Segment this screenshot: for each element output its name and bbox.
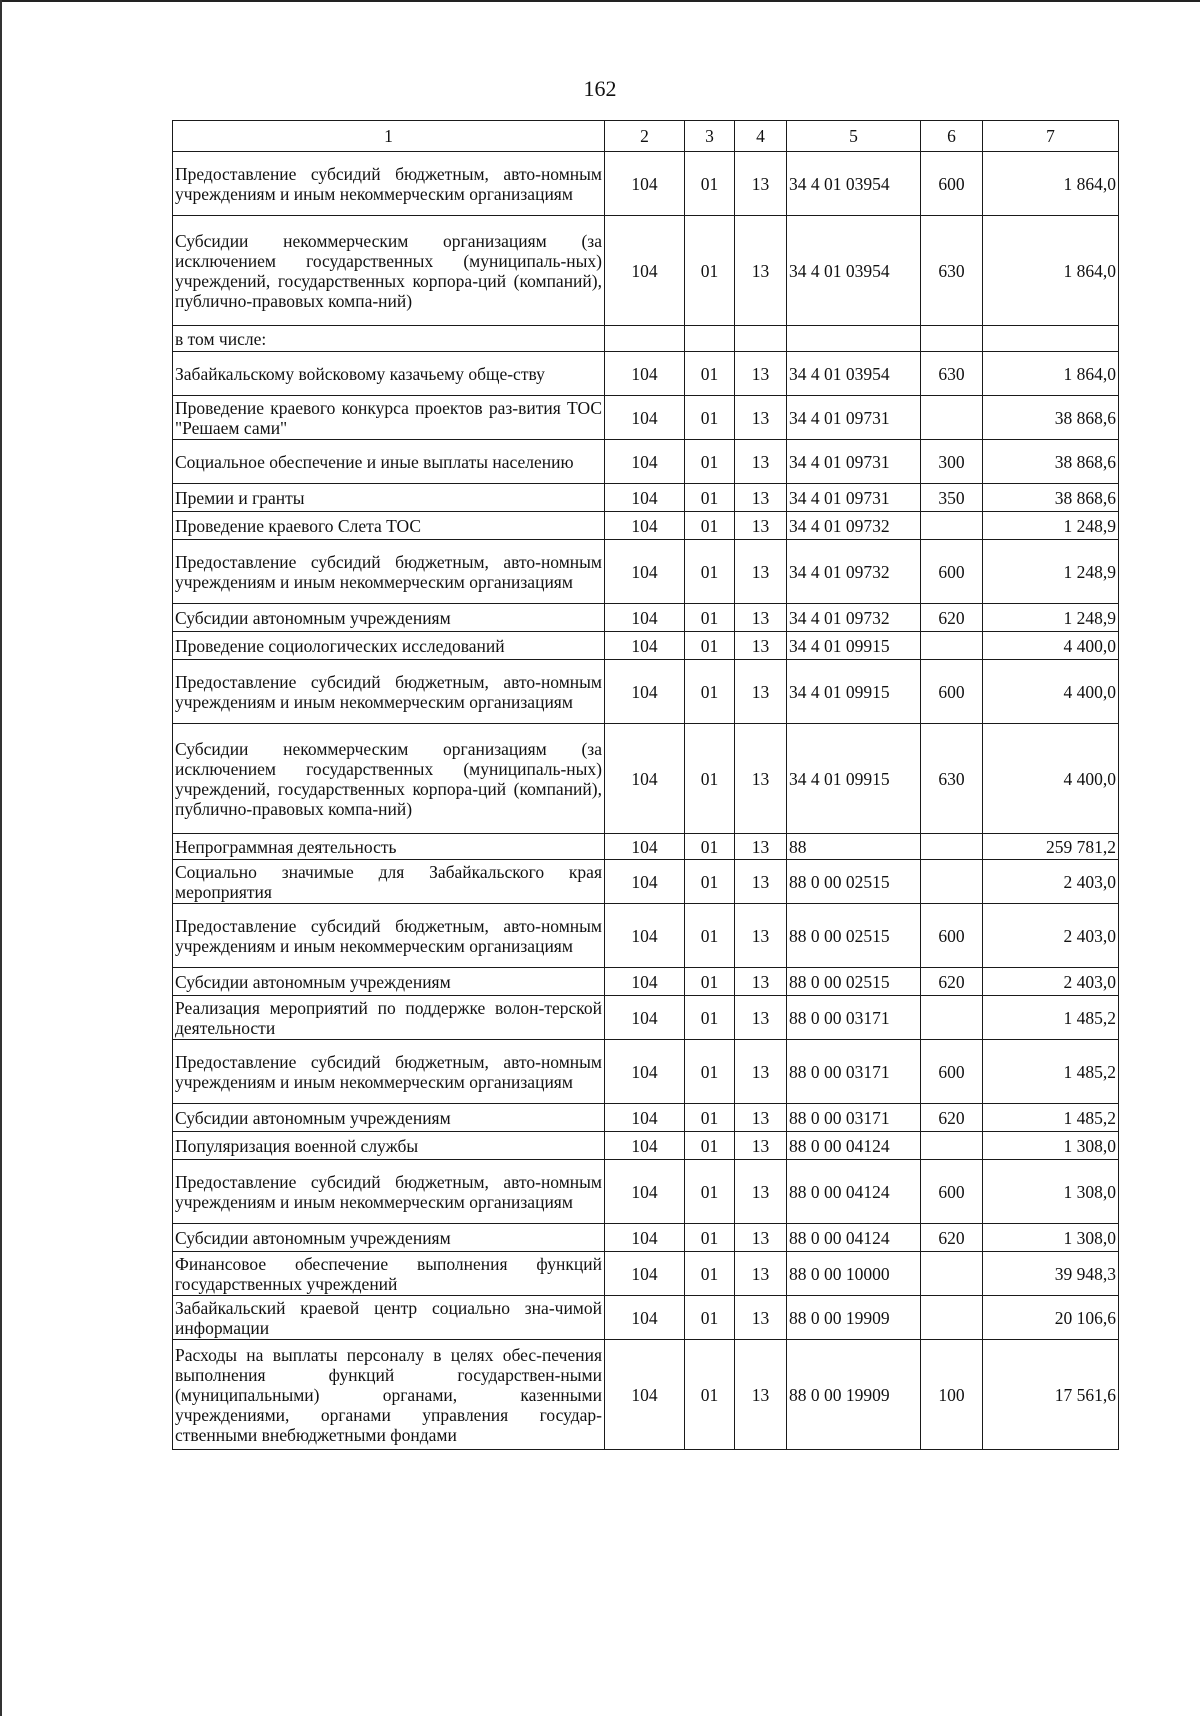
row-subsection-code: 13 bbox=[735, 724, 787, 834]
row-amount: 38 868,6 bbox=[983, 396, 1119, 440]
row-target-article: 88 0 00 02515 bbox=[787, 968, 921, 996]
table-row bbox=[173, 1104, 1119, 1132]
table-row bbox=[173, 216, 1119, 326]
row-description: Расходы на выплаты персоналу в целях обес-печения выполнения функций государствен-ными (муниципальными) органами, казенными учреждениями, органами управления государ-ственными внебюджетными фондами bbox=[173, 1340, 605, 1450]
row-amount: 17 561,6 bbox=[983, 1340, 1119, 1450]
row-target-article: 34 4 01 09915 bbox=[787, 660, 921, 724]
row-subsection-code: 13 bbox=[735, 968, 787, 996]
row-ministry-code: 104 bbox=[605, 352, 685, 396]
row-target-article: 88 0 00 02515 bbox=[787, 860, 921, 904]
table-row bbox=[173, 1340, 1119, 1450]
row-ministry-code: 104 bbox=[605, 834, 685, 860]
row-description: Предоставление субсидий бюджетным, авто-номным учреждениям и иным некоммерческим организациям bbox=[173, 1160, 605, 1224]
budget-table bbox=[172, 120, 1119, 1450]
row-target-article: 88 0 00 04124 bbox=[787, 1132, 921, 1160]
row-section-code: 01 bbox=[685, 540, 735, 604]
row-section-code bbox=[685, 326, 735, 352]
row-expense-type bbox=[921, 1132, 983, 1160]
row-ministry-code: 104 bbox=[605, 632, 685, 660]
row-subsection-code: 13 bbox=[735, 1132, 787, 1160]
row-subsection-code: 13 bbox=[735, 996, 787, 1040]
row-ministry-code: 104 bbox=[605, 604, 685, 632]
column-header-6: 6 bbox=[921, 121, 983, 152]
row-subsection-code: 13 bbox=[735, 1224, 787, 1252]
row-ministry-code bbox=[605, 326, 685, 352]
row-target-article: 88 0 00 03171 bbox=[787, 1104, 921, 1132]
row-target-article: 88 0 00 19909 bbox=[787, 1296, 921, 1340]
row-description: Предоставление субсидий бюджетным, авто-номным учреждениям и иным некоммерческим организациям bbox=[173, 660, 605, 724]
row-expense-type bbox=[921, 996, 983, 1040]
row-expense-type: 600 bbox=[921, 1040, 983, 1104]
row-description: Забайкальский краевой центр социально зна-чимой информации bbox=[173, 1296, 605, 1340]
column-header-2: 2 bbox=[605, 121, 685, 152]
row-description: Субсидии автономным учреждениям bbox=[173, 968, 605, 996]
row-expense-type bbox=[921, 1296, 983, 1340]
row-ministry-code: 104 bbox=[605, 216, 685, 326]
row-section-code: 01 bbox=[685, 860, 735, 904]
row-target-article: 34 4 01 09732 bbox=[787, 540, 921, 604]
row-expense-type bbox=[921, 512, 983, 540]
row-description: Премии и гранты bbox=[173, 484, 605, 512]
row-target-article: 34 4 01 03954 bbox=[787, 352, 921, 396]
row-section-code: 01 bbox=[685, 604, 735, 632]
row-amount: 1 248,9 bbox=[983, 512, 1119, 540]
row-expense-type: 620 bbox=[921, 604, 983, 632]
row-section-code: 01 bbox=[685, 1160, 735, 1224]
row-expense-type: 600 bbox=[921, 660, 983, 724]
table-row bbox=[173, 1160, 1119, 1224]
row-target-article: 34 4 01 09731 bbox=[787, 484, 921, 512]
row-amount: 1 485,2 bbox=[983, 1040, 1119, 1104]
row-subsection-code: 13 bbox=[735, 352, 787, 396]
row-subsection-code bbox=[735, 326, 787, 352]
row-section-code: 01 bbox=[685, 834, 735, 860]
row-amount: 1 864,0 bbox=[983, 216, 1119, 326]
row-subsection-code: 13 bbox=[735, 1340, 787, 1450]
row-expense-type: 630 bbox=[921, 216, 983, 326]
row-subsection-code: 13 bbox=[735, 860, 787, 904]
header-row bbox=[173, 121, 1119, 152]
row-ministry-code: 104 bbox=[605, 1252, 685, 1296]
scan-edge-top bbox=[0, 0, 1200, 2]
row-amount: 39 948,3 bbox=[983, 1252, 1119, 1296]
row-expense-type: 350 bbox=[921, 484, 983, 512]
row-expense-type: 630 bbox=[921, 724, 983, 834]
row-subsection-code: 13 bbox=[735, 152, 787, 216]
row-subsection-code: 13 bbox=[735, 1252, 787, 1296]
row-target-article: 34 4 01 09915 bbox=[787, 724, 921, 834]
row-description: Субсидии некоммерческим организациям (за исключением государственных (муниципаль-ных) учреждений, государственных корпора-ций (компаний), публично-правовых компа-ний) bbox=[173, 216, 605, 326]
row-expense-type bbox=[921, 396, 983, 440]
row-section-code: 01 bbox=[685, 1224, 735, 1252]
row-description: Субсидии автономным учреждениям bbox=[173, 1104, 605, 1132]
row-subsection-code: 13 bbox=[735, 904, 787, 968]
row-description: Реализация мероприятий по поддержке волон-терской деятельности bbox=[173, 996, 605, 1040]
row-description: Субсидии автономным учреждениям bbox=[173, 604, 605, 632]
table-row bbox=[173, 326, 1119, 352]
column-header-4: 4 bbox=[735, 121, 787, 152]
row-subsection-code: 13 bbox=[735, 540, 787, 604]
table-row bbox=[173, 396, 1119, 440]
row-target-article: 34 4 01 03954 bbox=[787, 152, 921, 216]
row-section-code: 01 bbox=[685, 724, 735, 834]
row-section-code: 01 bbox=[685, 968, 735, 996]
row-ministry-code: 104 bbox=[605, 1340, 685, 1450]
row-ministry-code: 104 bbox=[605, 1040, 685, 1104]
table-row bbox=[173, 660, 1119, 724]
row-ministry-code: 104 bbox=[605, 1160, 685, 1224]
row-description: Социальное обеспечение и иные выплаты населению bbox=[173, 440, 605, 484]
row-target-article: 34 4 01 09915 bbox=[787, 632, 921, 660]
row-amount: 1 308,0 bbox=[983, 1132, 1119, 1160]
row-target-article: 88 0 00 04124 bbox=[787, 1224, 921, 1252]
row-target-article: 88 0 00 04124 bbox=[787, 1160, 921, 1224]
table-row bbox=[173, 724, 1119, 834]
row-amount: 38 868,6 bbox=[983, 440, 1119, 484]
row-subsection-code: 13 bbox=[735, 1296, 787, 1340]
row-ministry-code: 104 bbox=[605, 996, 685, 1040]
row-description: Финансовое обеспечение выполнения функций государственных учреждений bbox=[173, 1252, 605, 1296]
row-target-article: 88 0 00 10000 bbox=[787, 1252, 921, 1296]
row-expense-type: 300 bbox=[921, 440, 983, 484]
column-header-1: 1 bbox=[173, 121, 605, 152]
row-amount: 38 868,6 bbox=[983, 484, 1119, 512]
row-amount: 1 485,2 bbox=[983, 996, 1119, 1040]
row-amount: 259 781,2 bbox=[983, 834, 1119, 860]
row-expense-type: 600 bbox=[921, 904, 983, 968]
row-section-code: 01 bbox=[685, 352, 735, 396]
row-subsection-code: 13 bbox=[735, 1040, 787, 1104]
row-subsection-code: 13 bbox=[735, 1160, 787, 1224]
table-row bbox=[173, 1040, 1119, 1104]
row-ministry-code: 104 bbox=[605, 968, 685, 996]
table-row bbox=[173, 604, 1119, 632]
row-ministry-code: 104 bbox=[605, 660, 685, 724]
row-ministry-code: 104 bbox=[605, 512, 685, 540]
row-section-code: 01 bbox=[685, 1040, 735, 1104]
row-section-code: 01 bbox=[685, 660, 735, 724]
row-expense-type: 620 bbox=[921, 1224, 983, 1252]
row-section-code: 01 bbox=[685, 1132, 735, 1160]
row-target-article: 34 4 01 03954 bbox=[787, 216, 921, 326]
row-expense-type bbox=[921, 326, 983, 352]
row-subsection-code: 13 bbox=[735, 396, 787, 440]
row-ministry-code: 104 bbox=[605, 540, 685, 604]
table-row bbox=[173, 352, 1119, 396]
row-ministry-code: 104 bbox=[605, 396, 685, 440]
row-amount: 2 403,0 bbox=[983, 904, 1119, 968]
row-section-code: 01 bbox=[685, 904, 735, 968]
row-expense-type: 600 bbox=[921, 1160, 983, 1224]
row-description: Забайкальскому войсковому казачьему обще-ству bbox=[173, 352, 605, 396]
row-target-article: 88 0 00 03171 bbox=[787, 996, 921, 1040]
row-subsection-code: 13 bbox=[735, 632, 787, 660]
column-header-7: 7 bbox=[983, 121, 1119, 152]
row-target-article: 88 0 00 02515 bbox=[787, 904, 921, 968]
row-expense-type bbox=[921, 1252, 983, 1296]
row-target-article: 34 4 01 09731 bbox=[787, 396, 921, 440]
row-target-article bbox=[787, 326, 921, 352]
row-section-code: 01 bbox=[685, 484, 735, 512]
row-target-article: 88 0 00 19909 bbox=[787, 1340, 921, 1450]
table-row bbox=[173, 512, 1119, 540]
row-section-code: 01 bbox=[685, 512, 735, 540]
row-subsection-code: 13 bbox=[735, 604, 787, 632]
row-amount bbox=[983, 326, 1119, 352]
table-row bbox=[173, 1224, 1119, 1252]
row-target-article: 34 4 01 09732 bbox=[787, 604, 921, 632]
table-row bbox=[173, 1296, 1119, 1340]
row-expense-type: 600 bbox=[921, 540, 983, 604]
row-target-article: 34 4 01 09731 bbox=[787, 440, 921, 484]
row-ministry-code: 104 bbox=[605, 1132, 685, 1160]
row-target-article: 88 bbox=[787, 834, 921, 860]
row-section-code: 01 bbox=[685, 440, 735, 484]
row-expense-type bbox=[921, 834, 983, 860]
row-description: Предоставление субсидий бюджетным, авто-номным учреждениям и иным некоммерческим организациям bbox=[173, 540, 605, 604]
row-subsection-code: 13 bbox=[735, 834, 787, 860]
column-header-5: 5 bbox=[787, 121, 921, 152]
row-amount: 1 248,9 bbox=[983, 540, 1119, 604]
row-amount: 2 403,0 bbox=[983, 860, 1119, 904]
row-ministry-code: 104 bbox=[605, 1104, 685, 1132]
row-description: Социально значимые для Забайкальского края мероприятия bbox=[173, 860, 605, 904]
row-ministry-code: 104 bbox=[605, 860, 685, 904]
row-subsection-code: 13 bbox=[735, 660, 787, 724]
row-subsection-code: 13 bbox=[735, 512, 787, 540]
table-row bbox=[173, 996, 1119, 1040]
row-section-code: 01 bbox=[685, 152, 735, 216]
row-description: Предоставление субсидий бюджетным, авто-номным учреждениям и иным некоммерческим организациям bbox=[173, 152, 605, 216]
row-amount: 1 864,0 bbox=[983, 152, 1119, 216]
row-target-article: 34 4 01 09732 bbox=[787, 512, 921, 540]
row-amount: 1 864,0 bbox=[983, 352, 1119, 396]
row-ministry-code: 104 bbox=[605, 904, 685, 968]
row-expense-type: 620 bbox=[921, 1104, 983, 1132]
page-number: 162 bbox=[583, 76, 617, 101]
table-row bbox=[173, 440, 1119, 484]
row-description: в том числе: bbox=[173, 326, 605, 352]
row-subsection-code: 13 bbox=[735, 484, 787, 512]
row-amount: 1 308,0 bbox=[983, 1160, 1119, 1224]
row-amount: 4 400,0 bbox=[983, 632, 1119, 660]
row-expense-type bbox=[921, 860, 983, 904]
table-row bbox=[173, 632, 1119, 660]
row-expense-type: 100 bbox=[921, 1340, 983, 1450]
row-ministry-code: 104 bbox=[605, 1224, 685, 1252]
scan-edge-left bbox=[0, 0, 2, 1716]
row-description: Популяризация военной службы bbox=[173, 1132, 605, 1160]
row-amount: 20 106,6 bbox=[983, 1296, 1119, 1340]
table-row bbox=[173, 1252, 1119, 1296]
row-amount: 4 400,0 bbox=[983, 660, 1119, 724]
table-row bbox=[173, 968, 1119, 996]
row-description: Непрограммная деятельность bbox=[173, 834, 605, 860]
row-expense-type bbox=[921, 632, 983, 660]
row-ministry-code: 104 bbox=[605, 724, 685, 834]
row-section-code: 01 bbox=[685, 1296, 735, 1340]
row-description: Предоставление субсидий бюджетным, авто-номным учреждениям и иным некоммерческим организациям bbox=[173, 1040, 605, 1104]
row-target-article: 88 0 00 03171 bbox=[787, 1040, 921, 1104]
row-amount: 4 400,0 bbox=[983, 724, 1119, 834]
row-amount: 1 308,0 bbox=[983, 1224, 1119, 1252]
table-row bbox=[173, 484, 1119, 512]
row-amount: 1 485,2 bbox=[983, 1104, 1119, 1132]
row-description: Проведение краевого Слета ТОС bbox=[173, 512, 605, 540]
row-section-code: 01 bbox=[685, 632, 735, 660]
row-ministry-code: 104 bbox=[605, 152, 685, 216]
row-expense-type: 620 bbox=[921, 968, 983, 996]
row-subsection-code: 13 bbox=[735, 216, 787, 326]
row-ministry-code: 104 bbox=[605, 1296, 685, 1340]
row-amount: 2 403,0 bbox=[983, 968, 1119, 996]
row-ministry-code: 104 bbox=[605, 440, 685, 484]
row-description: Предоставление субсидий бюджетным, авто-номным учреждениям и иным некоммерческим организациям bbox=[173, 904, 605, 968]
row-section-code: 01 bbox=[685, 996, 735, 1040]
row-section-code: 01 bbox=[685, 1252, 735, 1296]
row-section-code: 01 bbox=[685, 216, 735, 326]
table-row bbox=[173, 904, 1119, 968]
row-description: Субсидии некоммерческим организациям (за исключением государственных (муниципаль-ных) учреждений, государственных корпора-ций (компаний), публично-правовых компа-ний) bbox=[173, 724, 605, 834]
row-description: Проведение социологических исследований bbox=[173, 632, 605, 660]
row-subsection-code: 13 bbox=[735, 440, 787, 484]
row-section-code: 01 bbox=[685, 1340, 735, 1450]
row-expense-type: 630 bbox=[921, 352, 983, 396]
table-row bbox=[173, 152, 1119, 216]
table-row bbox=[173, 860, 1119, 904]
table-body bbox=[173, 152, 1119, 1450]
table-row bbox=[173, 834, 1119, 860]
row-section-code: 01 bbox=[685, 396, 735, 440]
row-description: Проведение краевого конкурса проектов раз-вития ТОС "Решаем сами" bbox=[173, 396, 605, 440]
table-row bbox=[173, 540, 1119, 604]
table-row bbox=[173, 1132, 1119, 1160]
row-subsection-code: 13 bbox=[735, 1104, 787, 1132]
row-section-code: 01 bbox=[685, 1104, 735, 1132]
row-description: Субсидии автономным учреждениям bbox=[173, 1224, 605, 1252]
row-amount: 1 248,9 bbox=[983, 604, 1119, 632]
row-ministry-code: 104 bbox=[605, 484, 685, 512]
row-expense-type: 600 bbox=[921, 152, 983, 216]
column-header-3: 3 bbox=[685, 121, 735, 152]
